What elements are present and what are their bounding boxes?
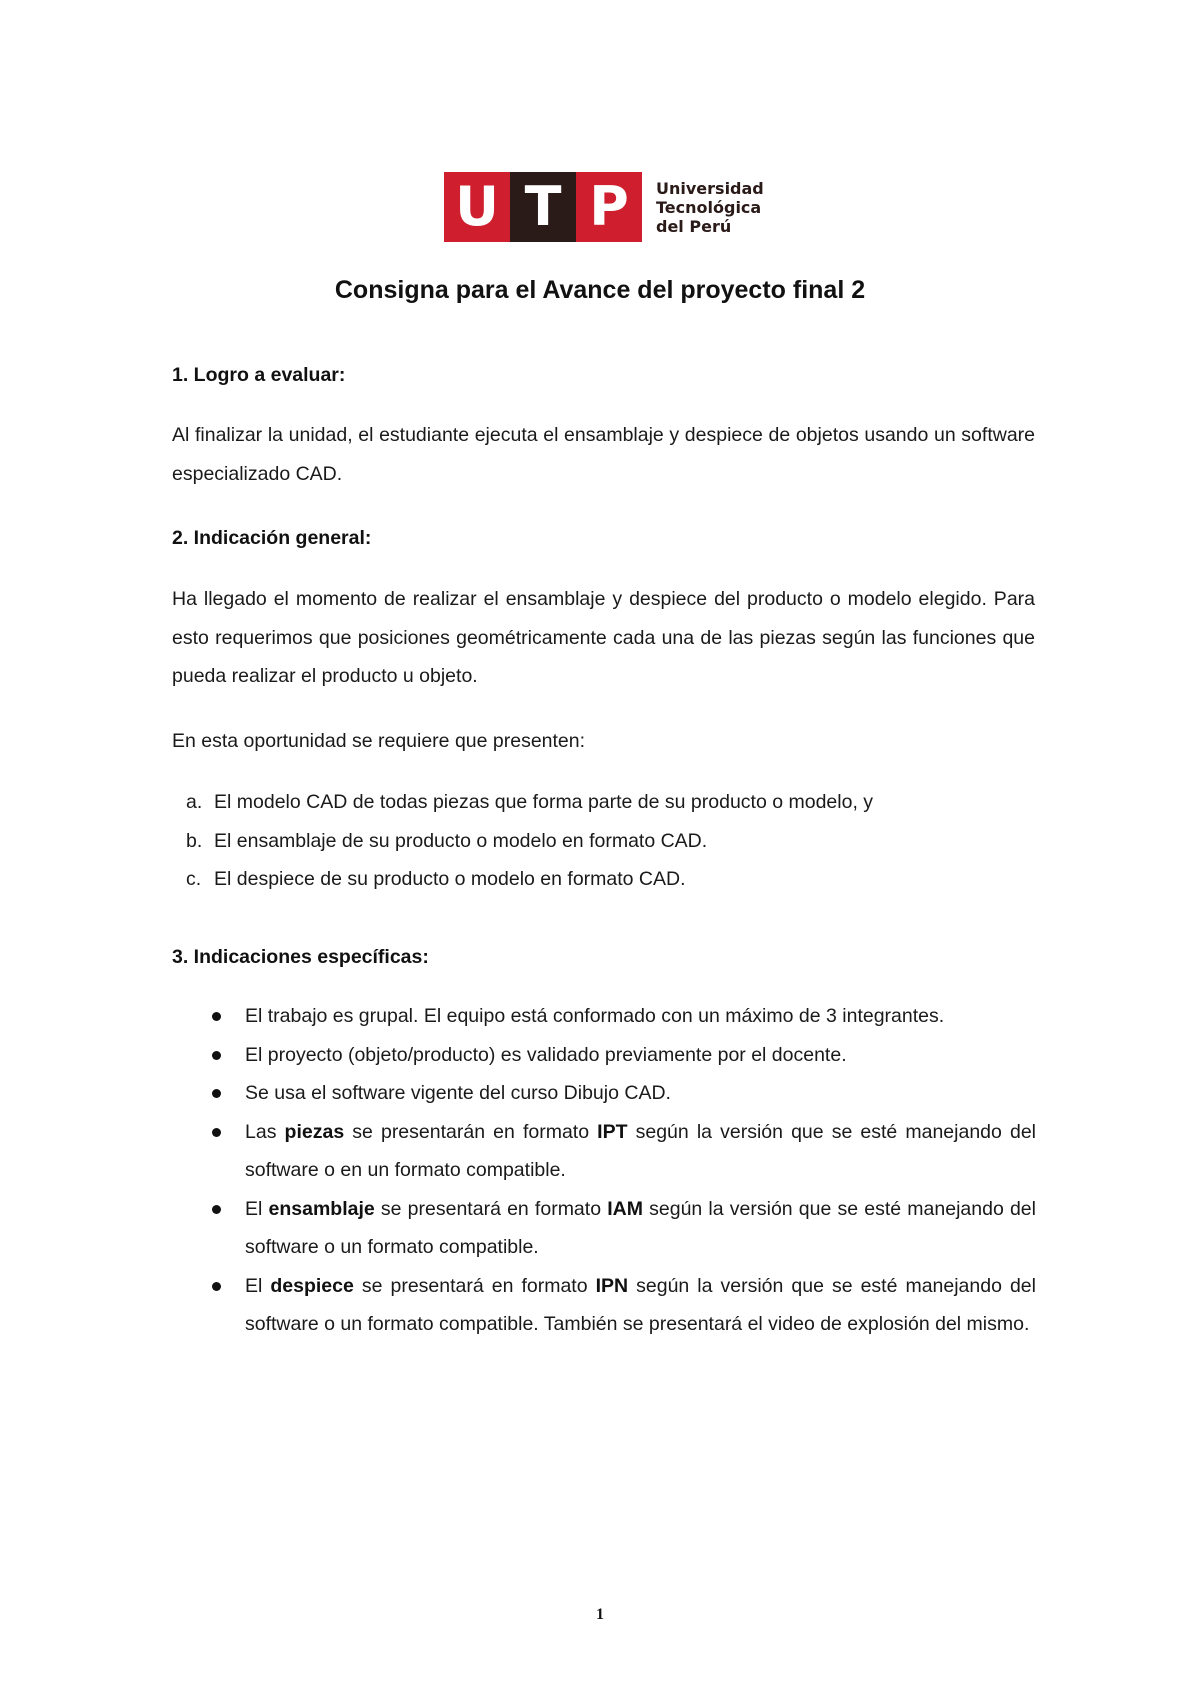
bold-term: piezas	[284, 1120, 345, 1143]
bold-format: IAM	[607, 1197, 643, 1220]
text-segment: El	[245, 1197, 269, 1220]
logo-text-line: Tecnológica	[656, 197, 762, 217]
bullet-icon	[212, 1128, 221, 1137]
section-heading-logro: 1. Logro a evaluar:	[172, 364, 346, 386]
bold-format: IPT	[597, 1120, 628, 1143]
list-marker: a.	[186, 791, 203, 813]
text-segment: según la versión que se esté manejando del software o en un formato compatible.	[245, 1120, 1036, 1181]
list-item-text: El modelo CAD de todas piezas que forma parte de su producto o modelo, y	[214, 791, 874, 813]
logo-university-name	[656, 179, 764, 236]
list-item-text: El trabajo es grupal. El equipo está conformado con un máximo de 3 integrantes.	[245, 1005, 945, 1027]
list-item-text: Se usa el software vigente del curso Dibujo CAD.	[245, 1082, 671, 1104]
section-heading-indicacion: 2. Indicación general:	[172, 527, 372, 549]
section-heading-especificas: 3. Indicaciones específicas:	[172, 946, 429, 968]
page-number: 1	[596, 1606, 604, 1623]
paragraph-indicacion-intro: En esta oportunidad se requiere que presenten:	[172, 730, 586, 752]
list-marker: b.	[186, 829, 203, 852]
text-segment: se presentarán en formato	[344, 1120, 598, 1143]
list-item-text: El proyecto (objeto/producto) es validado previamente por el docente.	[245, 1043, 847, 1066]
logo-text-line: del Perú	[656, 216, 732, 236]
list-item	[208, 1036, 1036, 1075]
logo-letter-p: P	[576, 172, 642, 242]
utp-logo	[444, 172, 764, 242]
paragraph-logro: Al finalizar la unidad, el estudiante ejecuta el ensamblaje y despiece de objetos usando un software especializado CAD.	[172, 424, 1035, 485]
list-item	[208, 1190, 1036, 1267]
list-item	[208, 1074, 1036, 1113]
text-segment: según la versión que se esté manejando del software o un formato compatible. También se presentará el video de explosión del mismo.	[245, 1274, 1036, 1335]
text-segment: según la versión que se esté manejando del software o un formato compatible.	[245, 1197, 1036, 1258]
bullet-icon	[212, 1205, 221, 1214]
list-item	[208, 1267, 1036, 1344]
requirements-list	[186, 783, 1036, 899]
logo-letter-t: T	[510, 172, 576, 242]
text-segment: Las	[245, 1120, 285, 1143]
list-item	[186, 860, 1036, 899]
text-segment: se presentará en formato	[374, 1197, 608, 1220]
bold-format: IPN	[595, 1274, 629, 1297]
logo-text-line: Universidad	[656, 178, 764, 198]
text-segment: El	[245, 1274, 271, 1297]
bold-term: despiece	[270, 1274, 354, 1297]
list-item-text: El ensamblaje de su producto o modelo en formato CAD.	[214, 829, 708, 852]
bold-term: ensamblaje	[268, 1197, 375, 1220]
list-item	[186, 822, 1036, 861]
bullet-icon	[212, 1012, 221, 1021]
list-marker: c.	[186, 868, 202, 890]
bullet-icon	[212, 1051, 221, 1060]
list-item	[186, 783, 1036, 822]
paragraph-indicacion: Ha llegado el momento de realizar el ensamblaje y despiece del producto o modelo elegido. Para esto requerimos que posiciones geométricamente cada una de las piezas según las funciones que pueda realizar el producto u objeto.	[172, 588, 1035, 687]
specific-indications-list	[208, 997, 1036, 1344]
bullet-icon	[212, 1089, 221, 1098]
list-item	[208, 1113, 1036, 1190]
document-title: Consigna para el Avance del proyecto final 2	[334, 276, 866, 304]
logo-letters	[444, 172, 642, 242]
logo-letter-u: U	[444, 172, 510, 242]
bullet-icon	[212, 1282, 221, 1291]
text-segment: se presentará en formato	[353, 1274, 596, 1297]
list-item-text: El despiece de su producto o modelo en formato CAD.	[214, 868, 686, 890]
list-item	[208, 997, 1036, 1036]
